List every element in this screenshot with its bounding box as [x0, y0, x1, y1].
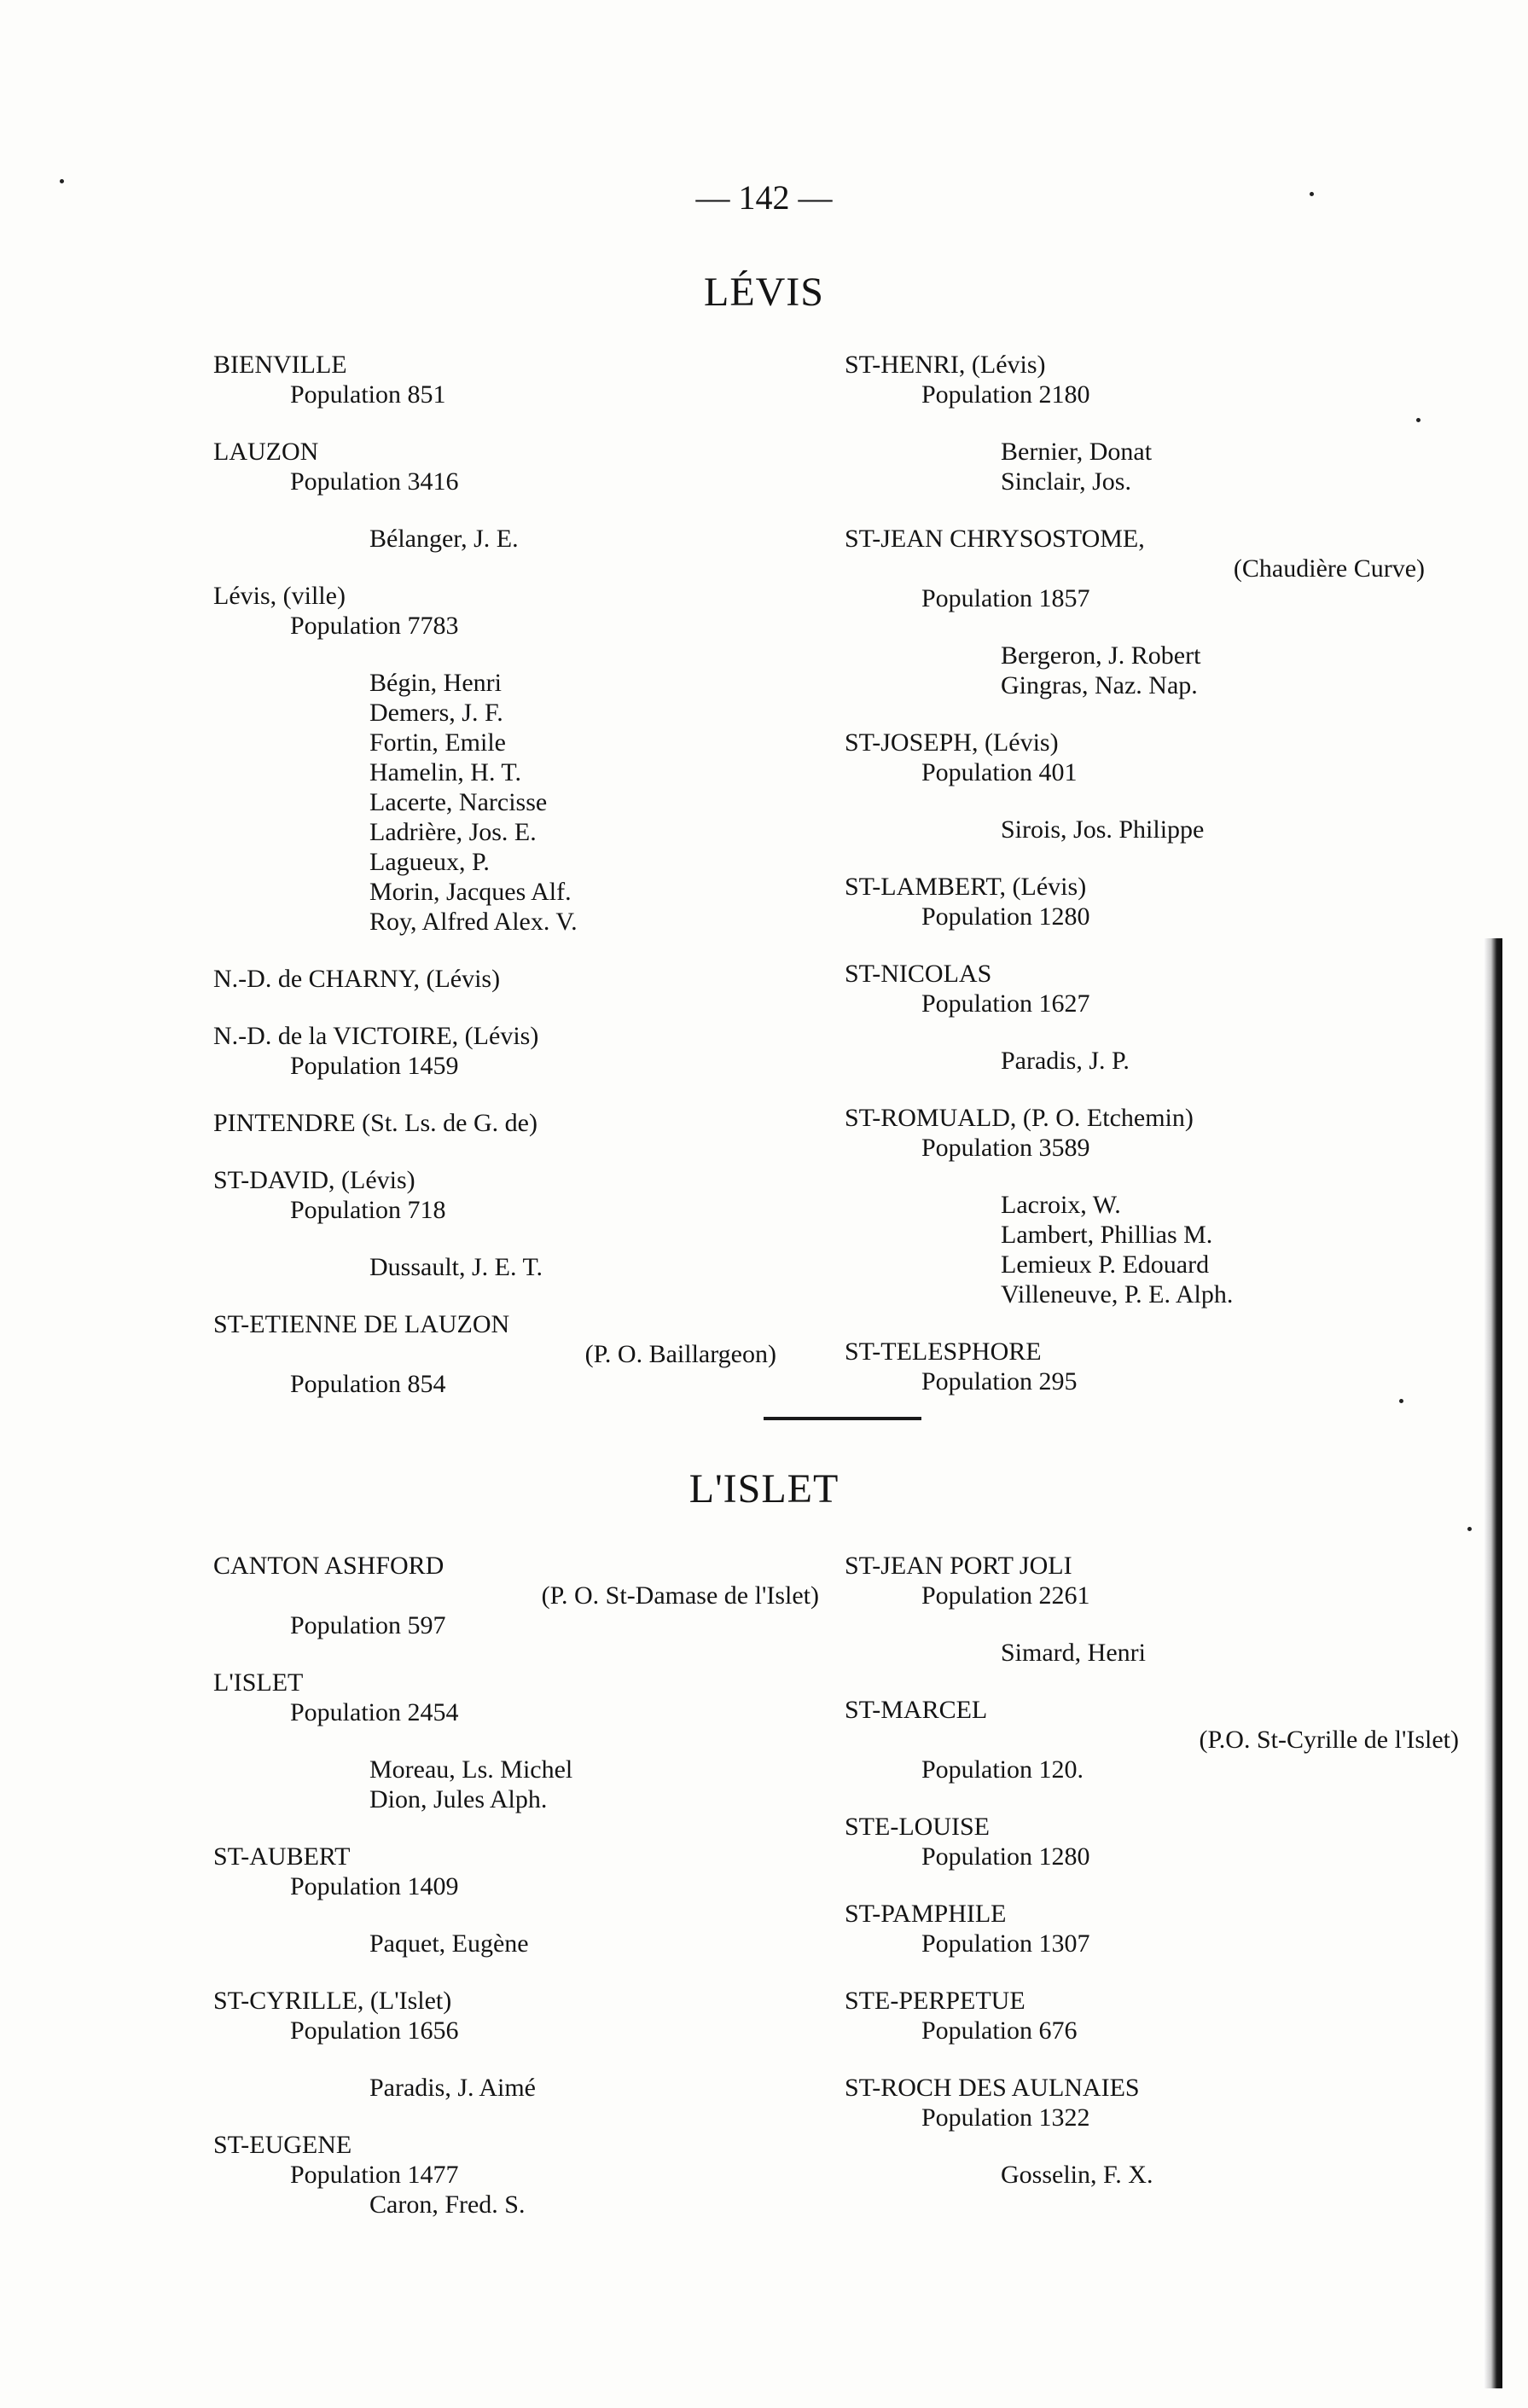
locality-entry	[213, 1551, 819, 1640]
locality-name: STE-PERPETUE	[845, 1987, 1025, 2015]
locality-entry	[845, 1812, 1459, 1871]
post-office-note: (Chaudière Curve)	[1233, 554, 1425, 583]
people-list	[213, 524, 776, 554]
people-list	[845, 1638, 1459, 1668]
population-line: Population 851	[290, 380, 446, 409]
person-name: Caron, Fred. S.	[369, 2190, 526, 2219]
person-name: Lagueux, P.	[369, 848, 490, 876]
people-list	[213, 1252, 776, 1282]
person-name: Hamelin, H. T.	[369, 758, 522, 786]
person-name: Morin, Jacques Alf.	[369, 878, 572, 906]
population-line: Population 120.	[921, 1755, 1084, 1784]
population-line: Population 295	[921, 1367, 1078, 1395]
levis-right-column	[845, 350, 1425, 1424]
population-line: Population 2180	[921, 380, 1090, 409]
speck	[1310, 192, 1314, 196]
population-line: Population 1477	[290, 2161, 459, 2189]
locality-entry	[845, 728, 1425, 844]
population-line: Population 1459	[290, 1052, 459, 1080]
speck	[60, 179, 64, 183]
locality-name: CANTON ASHFORD	[213, 1552, 444, 1580]
population-line: Population 2454	[290, 1698, 459, 1726]
locality-entry	[845, 1986, 1459, 2045]
locality-name: ST-JEAN CHRYSOSTOME,	[845, 525, 1145, 553]
section-title-islet: L'ISLET	[688, 1466, 840, 1512]
population-line: Population 718	[290, 1196, 446, 1224]
locality-name: ST-DAVID, (Lévis)	[213, 1166, 415, 1194]
locality-entry	[213, 1165, 776, 1282]
locality-name: ST-ETIENNE DE LAUZON	[213, 1310, 510, 1338]
population-line: Population 854	[290, 1370, 446, 1398]
person-name: Dion, Jules Alph.	[369, 1785, 548, 1813]
population-line: Population 3416	[290, 467, 459, 496]
person-name: Bégin, Henri	[369, 669, 502, 697]
locality-name: BIENVILLE	[213, 351, 347, 379]
section-title-levis: LÉVIS	[704, 270, 824, 315]
people-list	[213, 2073, 819, 2103]
locality-entry	[213, 1842, 819, 1958]
post-office-note: (P.O. St-Cyrille de l'Islet)	[1199, 1726, 1459, 1754]
locality-name: L'ISLET	[213, 1668, 304, 1697]
locality-name: ST-ROMUALD, (P. O. Etchemin)	[845, 1104, 1194, 1132]
locality-name: ST-CYRILLE, (L'Islet)	[213, 1987, 452, 2015]
person-name: Roy, Alfred Alex. V.	[369, 908, 578, 936]
person-name: Bernier, Donat	[1001, 438, 1153, 466]
person-name: Lacerte, Narcisse	[369, 788, 548, 816]
locality-entry	[213, 2130, 819, 2219]
locality-name: LAUZON	[213, 438, 319, 466]
locality-name: ST-JOSEPH, (Lévis)	[845, 728, 1059, 757]
people-list	[845, 1046, 1425, 1076]
population-line: Population 2261	[921, 1581, 1090, 1610]
person-name: Lambert, Phillias M.	[1001, 1221, 1213, 1249]
locality-entry	[213, 1108, 776, 1138]
population-line: Population 1280	[921, 1842, 1090, 1871]
locality-entry	[213, 581, 776, 937]
person-name: Paradis, J. P.	[1001, 1047, 1130, 1075]
person-name: Paradis, J. Aimé	[369, 2074, 536, 2102]
levis-left-column	[213, 350, 776, 1426]
speck	[1399, 1399, 1403, 1403]
population-line: Population 1656	[290, 2016, 459, 2045]
people-list	[845, 437, 1425, 496]
population-line: Population 7783	[290, 612, 459, 640]
population-line: Population 1307	[921, 1929, 1090, 1958]
people-list	[845, 815, 1425, 844]
locality-entry	[845, 1103, 1425, 1309]
person-name: Lacroix, W.	[1001, 1191, 1121, 1219]
locality-entry	[845, 1899, 1459, 1958]
post-office-note: (P. O. Baillargeon)	[584, 1340, 776, 1368]
locality-name: N.-D. de CHARNY, (Lévis)	[213, 965, 501, 993]
person-name: Gosselin, F. X.	[1001, 2161, 1153, 2189]
locality-entry	[845, 959, 1425, 1076]
locality-entry	[845, 872, 1425, 931]
locality-entry	[213, 1021, 776, 1081]
locality-name: ST-MARCEL	[845, 1696, 988, 1724]
locality-name: ST-NICOLAS	[845, 960, 992, 988]
locality-entry	[213, 964, 776, 994]
page-number: — 142 —	[695, 178, 833, 217]
locality-entry	[213, 437, 776, 554]
people-list	[213, 1755, 819, 1814]
people-list	[213, 1929, 819, 1958]
locality-name: ST-PAMPHILE	[845, 1900, 1007, 1928]
locality-name: ST-AUBERT	[213, 1842, 351, 1871]
people-list	[845, 1190, 1425, 1309]
person-name: Simard, Henri	[1001, 1639, 1146, 1667]
population-line: Population 3589	[921, 1134, 1090, 1162]
section-divider	[764, 1417, 921, 1420]
locality-entry	[845, 1551, 1459, 1668]
person-name: Lemieux P. Edouard	[1001, 1250, 1210, 1279]
locality-name: ST-EUGENE	[213, 2131, 352, 2159]
person-name: Fortin, Emile	[369, 728, 506, 757]
population-line: Population 1409	[290, 1872, 459, 1900]
people-list	[213, 668, 776, 937]
locality-name: ST-TELESPHORE	[845, 1337, 1042, 1366]
locality-name: ST-HENRI, (Lévis)	[845, 351, 1046, 379]
locality-name: ST-ROCH DES AULNAIES	[845, 2074, 1140, 2102]
population-line: Population 401	[921, 758, 1078, 786]
locality-entry	[845, 524, 1425, 700]
population-line: Population 597	[290, 1611, 446, 1639]
population-line: Population 1857	[921, 584, 1090, 612]
page-edge-shadow	[1484, 938, 1502, 2388]
locality-entry	[845, 2073, 1459, 2190]
locality-entry	[845, 1695, 1459, 1784]
locality-name: Lévis, (ville)	[213, 582, 346, 610]
locality-entry	[213, 1309, 776, 1399]
population-line: Population 1627	[921, 989, 1090, 1018]
speck	[1467, 1527, 1472, 1531]
locality-name: PINTENDRE (St. Ls. de G. de)	[213, 1109, 537, 1137]
locality-name: N.-D. de la VICTOIRE, (Lévis)	[213, 1022, 539, 1050]
locality-name: ST-JEAN PORT JOLI	[845, 1552, 1072, 1580]
locality-entry	[213, 1668, 819, 1814]
person-name: Villeneuve, P. E. Alph.	[1001, 1280, 1234, 1308]
speck	[1416, 418, 1421, 422]
population-line: Population 1280	[921, 902, 1090, 931]
person-name: Sinclair, Jos.	[1001, 467, 1131, 496]
person-name: Dussault, J. E. T.	[369, 1253, 543, 1281]
locality-entry	[845, 1337, 1425, 1396]
population-line: Population 676	[921, 2016, 1078, 2045]
person-name: Moreau, Ls. Michel	[369, 1755, 573, 1784]
people-list	[845, 2160, 1459, 2190]
person-name: Ladrière, Jos. E.	[369, 818, 537, 846]
islet-right-column	[845, 1551, 1459, 2217]
person-name: Bergeron, J. Robert	[1001, 641, 1201, 670]
locality-entry	[845, 350, 1425, 496]
person-name: Paquet, Eugène	[369, 1929, 529, 1958]
person-name: Sirois, Jos. Philippe	[1001, 815, 1205, 844]
person-name: Gingras, Naz. Nap.	[1001, 671, 1198, 699]
islet-left-column	[213, 1551, 819, 2247]
population-line: Population 1322	[921, 2103, 1090, 2132]
locality-entry	[213, 1986, 819, 2103]
locality-name: STE-LOUISE	[845, 1813, 990, 1841]
post-office-note: (P. O. St-Damase de l'Islet)	[541, 1581, 819, 1610]
locality-entry	[213, 350, 776, 409]
person-name: Demers, J. F.	[369, 699, 503, 727]
person-name: Bélanger, J. E.	[369, 525, 519, 553]
locality-name: ST-LAMBERT, (Lévis)	[845, 873, 1087, 901]
people-list	[845, 641, 1425, 700]
